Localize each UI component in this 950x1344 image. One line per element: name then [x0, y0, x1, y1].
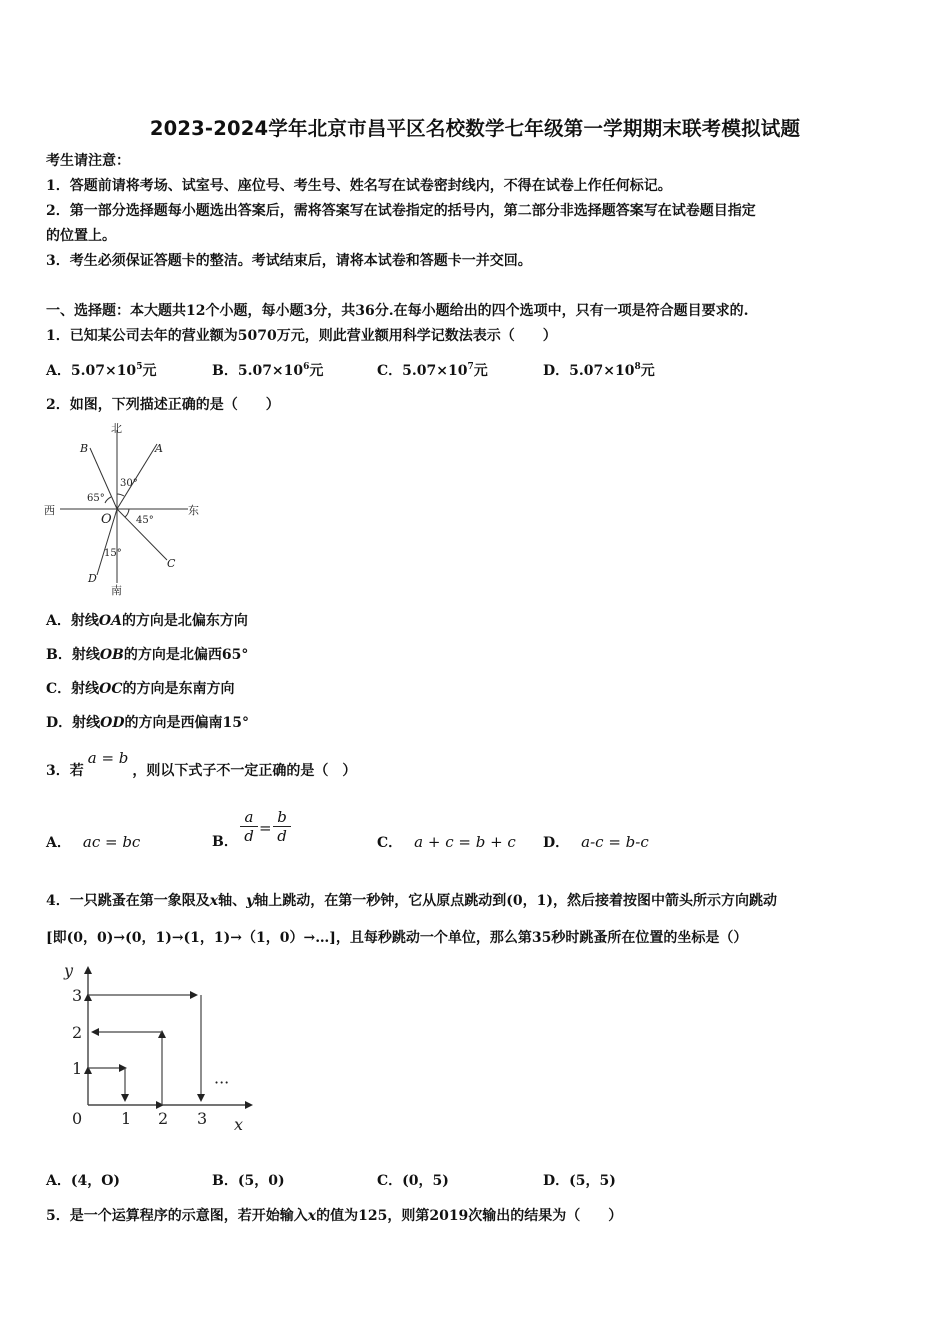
label-south: 南	[111, 584, 122, 597]
compass-figure	[40, 420, 210, 598]
q3-option-b-frac-left: $\frac{a}{d}$	[240, 808, 258, 845]
q4-option-b[interactable]: B．(5，0)	[212, 1173, 285, 1189]
label-b: B	[80, 442, 89, 455]
notice-item-3: 3．考生必须保证答题卡的整洁。考试结束后，请将本试卷和答题卡一并交回。	[46, 253, 532, 269]
q2-option-a[interactable]: A．射线OA的方向是北偏东方向	[46, 613, 248, 629]
notice-item-2-cont: 的位置上。	[46, 228, 116, 244]
label-30: 30°	[120, 478, 138, 489]
notice-item-2: 2．第一部分选择题每小题选出答案后，需将答案写在试卷指定的括号内，第二部分非选择题答案写在试卷题目指定	[46, 203, 756, 219]
page-title: 2023-2024学年北京市昌平区名校数学七年级第一学期期末联考模拟试题	[149, 117, 801, 140]
ray-oa	[117, 444, 157, 509]
question-4-stem-line-2: [即(0，0)→(0，1)→(1，1)→（1，0）→…]，且每秒跳动一个单位，那么第35秒时跳蚤所在位置的坐标是（）	[46, 930, 748, 946]
x-axis-label: x	[234, 1115, 244, 1134]
origin-label: 0	[72, 1109, 83, 1128]
q2-option-b[interactable]: B．射线OB的方向是北偏西65°	[46, 647, 249, 663]
notice-heading: 考生请注意：	[46, 153, 130, 169]
label-c: C	[167, 557, 176, 570]
section-heading: 一、选择题：本大题共12个小题，每小题3分，共36分.在每小题给出的四个选项中，只有一项是符合题目要求的.	[46, 303, 749, 319]
q3-option-a[interactable]: A． ac = bc	[46, 833, 141, 851]
x-tick-3: 3	[197, 1109, 208, 1128]
question-4-stem-line-1: 4．一只跳蚤在第一象限及x轴、y轴上跳动，在第一秒钟，它从原点跳动到(0，1)，然后接着按图中箭头所示方向跳动	[46, 893, 777, 909]
q1-option-b[interactable]: B．$5.07\times 10^6$元	[212, 362, 324, 379]
notice-item-1: 1．答题前请将考场、试室号、座位号、考生号、姓名写在试卷密封线内，不得在试卷上作任何标记。	[46, 178, 672, 194]
x-tick-1: 1	[121, 1109, 132, 1128]
label-west: 西	[44, 504, 55, 517]
q3-option-b-frac-right: $\frac{b}{d}$	[273, 808, 291, 845]
q2-option-c[interactable]: C．射线OC的方向是东南方向	[46, 681, 235, 697]
continuation-dots: ···	[214, 1073, 230, 1092]
q4-option-c[interactable]: C．(0，5)	[377, 1173, 449, 1189]
label-east: 东	[188, 504, 199, 517]
y-axis-label: y	[64, 961, 74, 980]
y-tick-3: 3	[72, 986, 83, 1005]
label-45: 45°	[136, 515, 154, 526]
label-15: 15°	[104, 548, 122, 559]
angle-30-arc	[117, 494, 124, 496]
question-1-stem: 1．已知某公司去年的营业额为5070万元，则此营业额用科学记数法表示（ ）	[46, 328, 557, 344]
question-3-stem: 3．若a = b，则以下式子不一定正确的是（ ）	[46, 749, 357, 779]
q4-option-d[interactable]: D．(5，5)	[543, 1173, 616, 1189]
q3-option-b-label[interactable]: B．	[212, 834, 238, 850]
x-tick-2: 2	[158, 1109, 169, 1128]
label-a: A	[155, 442, 163, 455]
q3-option-c[interactable]: C． a + c = b + c	[377, 833, 516, 851]
label-d: D	[88, 572, 97, 585]
q1-option-d[interactable]: D．$5.07\times 10^8$元	[543, 362, 655, 379]
q2-option-d[interactable]: D．射线OD的方向是西偏南15°	[46, 715, 249, 731]
q3-condition: a = b	[87, 749, 129, 767]
q3-option-b-equals: =	[259, 819, 272, 837]
label-o: O	[101, 512, 112, 527]
label-65: 65°	[87, 493, 105, 504]
label-north: 北	[111, 422, 122, 435]
question-5-stem: 5．是一个运算程序的示意图，若开始输入x的值为125，则第2019次输出的结果为（ ）	[46, 1208, 623, 1224]
q1-option-a[interactable]: A．$5.07\times 10^5$元	[46, 362, 157, 379]
angle-45-arc	[125, 509, 129, 517]
question-2-stem: 2．如图，下列描述正确的是（ ）	[46, 397, 280, 413]
flea-path-figure	[56, 960, 261, 1140]
q3-option-d[interactable]: D． a-c = b-c	[543, 833, 649, 851]
angle-65-arc	[105, 497, 111, 503]
q1-option-c[interactable]: C．$5.07\times 10^7$元	[377, 362, 488, 379]
y-tick-1: 1	[72, 1059, 83, 1078]
y-tick-2: 2	[72, 1023, 83, 1042]
q4-option-a[interactable]: A．(4，O)	[46, 1173, 121, 1189]
